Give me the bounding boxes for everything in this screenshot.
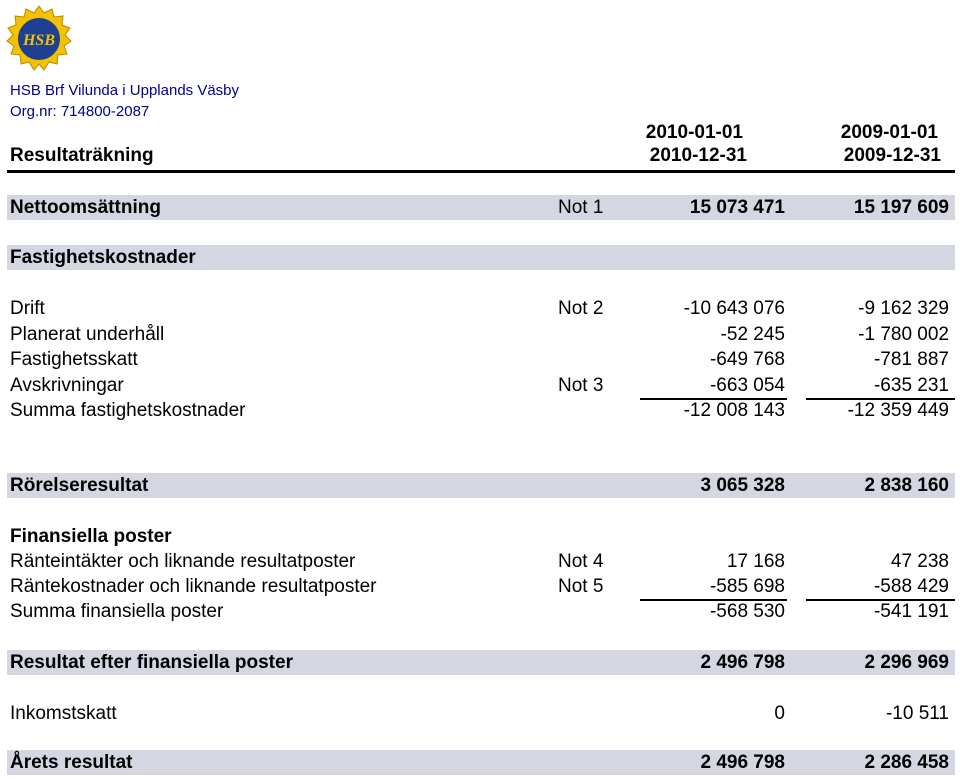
row-value-2010: -52 245 xyxy=(720,324,785,345)
table-row xyxy=(10,347,955,373)
association-name: HSB Brf Vilunda i Upplands Väsby xyxy=(10,82,240,99)
table-row xyxy=(10,322,955,348)
row-value-2009: 2 838 160 xyxy=(864,475,949,496)
report-title: Resultaträkning xyxy=(10,145,154,166)
table-row xyxy=(10,599,955,625)
row-note: Not 2 xyxy=(558,298,604,319)
section-heading xyxy=(10,245,955,271)
row-value-2010: 3 065 328 xyxy=(700,475,785,496)
row-value-2010: -12 008 143 xyxy=(683,400,785,421)
row-value-2009: -781 887 xyxy=(873,349,949,370)
row-note: Not 1 xyxy=(558,197,604,218)
row-value-2010: -585 698 xyxy=(709,576,785,597)
row-value-2010: -649 768 xyxy=(709,349,785,370)
row-value-2009: -10 511 xyxy=(885,703,949,724)
row-label: Nettoomsättning xyxy=(10,197,161,218)
row-value-2009: 2 286 458 xyxy=(864,752,949,773)
period-2010-start: 2010-01-01 xyxy=(645,122,743,143)
row-value-2010: 2 496 798 xyxy=(700,652,785,673)
period-2009-start: 2009-01-01 xyxy=(840,122,938,143)
row-label: Summa fastighetskostnader xyxy=(10,400,246,421)
org-number: Org.nr: 714800-2087 xyxy=(10,103,150,120)
row-value-2010: -568 530 xyxy=(709,601,785,622)
row-label: Fastighetskostnader xyxy=(10,247,196,268)
row-value-2010: -10 643 076 xyxy=(683,298,785,319)
table-row xyxy=(10,373,955,399)
row-label: Summa finansiella poster xyxy=(10,601,224,622)
row-value-2009: -1 780 002 xyxy=(858,324,949,345)
section-heading xyxy=(10,524,955,550)
row-value-2009: -541 191 xyxy=(873,601,949,622)
table-row xyxy=(10,549,955,575)
row-label: Finansiella poster xyxy=(10,526,172,547)
row-note: Not 4 xyxy=(558,551,604,572)
row-label: Räntekostnader och liknande resultatposter xyxy=(10,576,377,597)
table-row xyxy=(10,574,955,600)
table-row xyxy=(10,296,955,322)
table-row xyxy=(10,398,955,424)
table-row xyxy=(10,650,955,676)
row-value-2010: -663 054 xyxy=(709,375,785,396)
row-value-2009: 47 238 xyxy=(890,551,949,572)
row-label: Resultat efter finansiella poster xyxy=(10,652,293,673)
row-label: Årets resultat xyxy=(10,752,133,773)
svg-text:HSB: HSB xyxy=(22,32,56,49)
table-row xyxy=(10,195,955,221)
row-label: Ränteintäkter och liknande resultatposter xyxy=(10,551,356,572)
row-value-2009: 2 296 969 xyxy=(864,652,949,673)
row-value-2009: -635 231 xyxy=(873,375,949,396)
row-value-2010: 15 073 471 xyxy=(689,197,785,218)
row-value-2009: -9 162 329 xyxy=(858,298,949,319)
row-note: Not 3 xyxy=(558,375,604,396)
row-label: Fastighetsskatt xyxy=(10,349,138,370)
period-2010-end: 2010-12-31 xyxy=(649,145,747,166)
row-value-2009: -588 429 xyxy=(873,576,949,597)
row-value-2010: 0 xyxy=(774,703,785,724)
table-row xyxy=(10,701,955,727)
row-label: Planerat underhåll xyxy=(10,324,165,345)
row-label: Avskrivningar xyxy=(10,375,124,396)
row-label: Inkomstskatt xyxy=(10,703,117,724)
row-value-2010: 2 496 798 xyxy=(700,752,785,773)
table-row xyxy=(10,473,955,499)
hsb-logo xyxy=(4,4,74,76)
row-value-2009: 15 197 609 xyxy=(853,197,949,218)
row-value-2010: 17 168 xyxy=(726,551,785,572)
row-note: Not 5 xyxy=(558,576,604,597)
row-label: Rörelseresultat xyxy=(10,475,149,496)
period-2009-end: 2009-12-31 xyxy=(843,145,941,166)
table-row xyxy=(10,750,955,776)
header-rule xyxy=(7,170,955,173)
row-label: Drift xyxy=(10,298,45,319)
row-value-2009: -12 359 449 xyxy=(847,400,949,421)
